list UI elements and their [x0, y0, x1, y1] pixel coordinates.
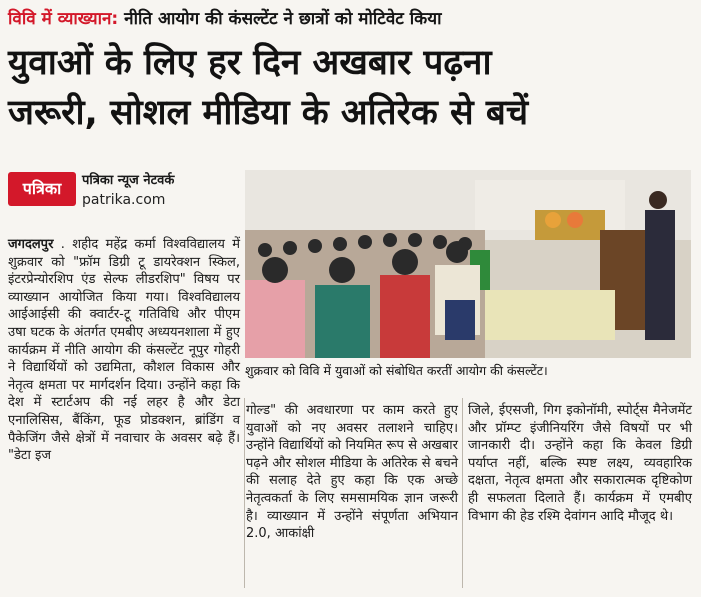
- headline-line-2: जरूरी, सोशल मीडिया के अतिरेक से बचें: [8, 93, 529, 133]
- column-divider: [462, 398, 463, 588]
- article-column-3: [468, 402, 692, 525]
- column-1-text: . शहीद महेंद्र कर्मा विश्वविद्यालय में शुक्रवार को "फ्रॉम डिग्री टू डायरेक्शन स्किल, इंटरप्रेन्योरशिप एंड सेल्फ लीडरशिप" विषय पर व्याख्यान आयोजित किया गया। विश्वविद्यालय आईआईसी की क्वार्टर-टू गतिविधि और पीएम उषा घटक के अंतर्गत एमबीए अध्ययनशाला में हुए कार्यक्रम में नीति आयोग की कंसल्टेंट नूपुर गोहरी ने विद्यार्थियों को उद्यमिता, कौशल विकास और नेतृत्व क्षमता पर मार्गदर्शन दिया। उन्होंने कहा कि देश में स्टार्टअप की नई लहर है और डेटा एनालिसिस, बैंकिंग, फूड प्रोडक्शन, ब्रांडिंग व पैकेजिंग जैसे क्षेत्रों में नवाचार के अवसर बढ़े हैं। "डेटा इज: [8, 237, 240, 464]
- news-network-label: पत्रिका न्यूज नेटवर्क: [82, 173, 175, 188]
- column-2-text: गोल्ड" की अवधारणा पर काम करते हुए युवाओं को नए अवसर तलाशने चाहिए। उन्होंने विद्यार्थियों को नियमित रूप से अखबार पढ़ने और सोशल मीडिया के अतिरेक से बचने की सलाह देते हुए कहा कि एक अच्छे नेतृत्वकर्ता के लिए समसामयिक ज्ञान जरूरी है। व्याख्यान में उन्होंने संपूर्णता अभियान 2.0, आकांक्षी: [246, 403, 458, 542]
- patrika-logo: पत्रिका: [8, 172, 76, 206]
- column-divider: [244, 398, 245, 588]
- photo-caption: शुक्रवार को विवि में युवाओं को संबोधित करतीं आयोग की कंसल्टेंट।: [245, 363, 548, 378]
- headline-line-1: युवाओं के लिए हर दिन अखबार पढ़ना: [8, 43, 492, 83]
- column-3-text: जिले, ईएसजी, गिग इकोनॉमी, स्पोर्ट्स मैनेजमेंट और प्रॉम्प्ट इंजीनियरिंग जैसे विषयों पर भी जानकारी दी। उन्होंने कहा कि केवल डिग्री पर्याप्त नहीं, बल्कि स्पष्ट लक्ष्य, व्यवहारिक दक्षता, नेतृत्व क्षमता और सकारात्मक दृष्टिकोण ही सफलता दिलाते हैं। कार्यक्रम में एमबीए विभाग की हेड रश्मि देवांगन आदि मौजूद थे।: [468, 403, 692, 524]
- event-photo-illustration: [245, 170, 691, 358]
- event-photo: [245, 170, 691, 358]
- site-url: patrika.com: [82, 192, 166, 208]
- kicker: [8, 6, 441, 29]
- dateline: जगदलपुर: [8, 237, 54, 252]
- kicker-text: नीति आयोग की कंसल्टेंट ने छात्रों को मोटिवेट किया: [124, 9, 442, 29]
- article-column-1: [8, 236, 240, 465]
- article-column-2: [246, 402, 458, 543]
- kicker-label: विवि में व्याख्यान:: [8, 9, 119, 29]
- headline: [8, 38, 698, 138]
